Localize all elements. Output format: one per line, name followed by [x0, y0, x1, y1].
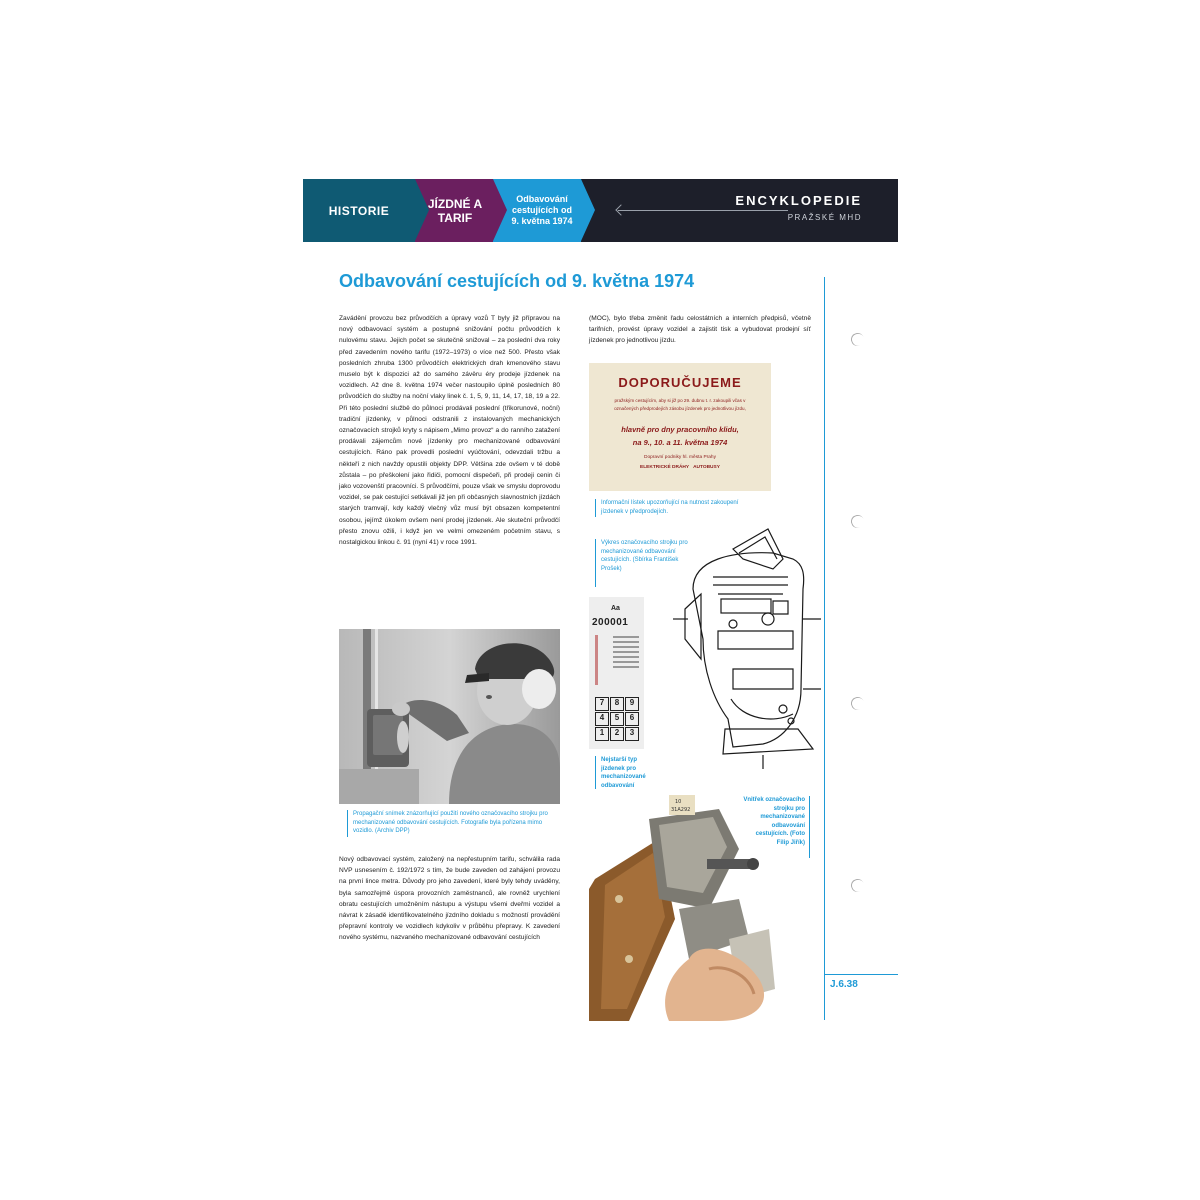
validator-technical-drawing	[673, 519, 823, 769]
caption-bar	[595, 539, 596, 587]
caption-photo: Propagační snímek znázorňující použití nového označovacího strojku pro mechanizované odbavování cestujících. Fotografie byla pořízena mimo vozidlo. (Archiv DPP)	[353, 811, 548, 835]
caption-drawing: Výkres označovacího strojku pro mechanizované odbavování cestujících. (Sbírka František Prošek)	[601, 540, 688, 572]
ticket-red-stamp	[595, 635, 598, 685]
article-body-col1-part1: Zavádění provozu bez průvodčích a úpravy vozů T byly již přípravou na nový odbavovací systém a postupné snižování počtu průvodčích k nulovému stavu. Jejich počet se skutečně snižoval – za poslední dva roky před zavedením nového tarifu (1972–1973) o více než 500. Přesto však posledních zhruba 1300 průvodčích elektrických drah kmenového stavu muselo být k dispozici až do samého závěru éry prodeje jízdenek na vozidlech. Až dne 8. května 1974 večer nastoupilo úplně posledních 80 průvodčích do služby na noční vlaky linek č. 1, 5, 9, 11, 14, 17, 18, 19 a 22. Při této poslední službě do půlnoci prodávali poslední (třikorunové, noční) tradiční jízdenky, v půlnoci odstranili z instalovaných mechanických označovacích strojků kryty s nápisem „Mimo provoz“ a do ranního zatažení prodávali zájemcům nové jízdenky pro mechanizované odbavování cestujících. Ráno pak provedli poslední vyúčtování, odevzdali tržbu a někteří z nich navždy opustili objekty DPP. Většina zde ovšem v té době zůstala – po přeškolení jako řidiči, pomocní dispečeři, při prodeji cenin či jako vozovenští pracovníci. S průvodčími, pouze však ve smyslu doprovodu vozidel, se pak cestující setkávali již jen při občasných slavnostních jízdách starých tramvají, kdy každý vlečný vůz musí být obsazen kompetentní osobou, jejímž úkolem ovšem není prodej jízdenek. Ale skuteční průvodčí přesto znovu ožili, i když jen ve velmi omezeném početním stavu, s nostalgickou linkou č. 91 (nyní 41) v roce 1991.	[339, 315, 560, 547]
breadcrumb-historie[interactable]: HISTORIE	[303, 179, 415, 242]
leaflet-line4: Dopravní podniky hl. města Prahy	[644, 455, 716, 460]
photo-boy-validator	[339, 629, 560, 804]
brand-subtitle: PRAŽSKÉ MHD	[787, 213, 862, 222]
caption-bar	[595, 499, 596, 517]
ticket-digit: 7	[595, 697, 609, 711]
ticket-digit: 9	[625, 697, 639, 711]
ticket-image	[589, 597, 644, 749]
ticket-digit: 4	[595, 712, 609, 726]
punch-hole-icon	[849, 331, 866, 348]
leaflet-line5: ELEKTRICKÉ DRÁHY AUTOBUSY	[640, 465, 720, 470]
article-body-col2-part1: (MOC), bylo třeba změnit řadu celostátních a interních předpisů, včetně tarifních, provést úpravy vozidel a zajistit tisk a vybudovat prodejní síť jízdenek pro jednotlivou jízdu.	[589, 315, 811, 345]
leaflet-line2: hlavně pro dny pracovního klidu,	[621, 425, 739, 434]
ticket-digit: 6	[625, 712, 639, 726]
leaflet-line1: pražským cestujícím, aby si již po 29. dubnu t. r. zakoupili včas v označených předprodejích zásobu jízdenek pro jednotlivou jízdu,	[614, 398, 746, 411]
leaflet-heading: DOPORUČUJEME	[618, 375, 742, 390]
ticket-number: 200001	[592, 617, 629, 628]
punch-hole-icon	[849, 695, 866, 712]
header-band	[303, 179, 898, 242]
ticket-digit: 1	[595, 727, 609, 741]
ticket-fine-print	[613, 633, 639, 691]
caption-machine: Vnitřek označovacího strojku pro mechanizované odbavování cestujících. (Foto Filip Jiřík)	[743, 797, 805, 846]
brand-title: ENCYKLOPEDIE	[735, 193, 862, 208]
caption-bar	[347, 810, 348, 837]
ticket-digit: 2	[610, 727, 624, 741]
page-number: J.6.38	[830, 979, 858, 990]
caption-bar	[809, 796, 810, 858]
article-body-col1-part2: Nový odbavovací systém, založený na nepřestupním tarifu, schválila rada NVP usnesením č. 192/1972 s tím, že bude zaveden od zahájení provozu na první lince metra. Důvody pro jeho zavedení, které byly tehdy uváděny, byla samozřejmě úspora provozních zaměstnanců, ale rovněž urychlení obratu cestujících umožněním nástupu a výstupu všemi dveřmi vozidel a návrat k zásadě identifikovatelného jízdního dokladu s možností provádění přepravní kontroly ve vozidlech kdykoliv v průběhu přepravy. K zavedení nového systému, nazvaného mechanizované odbavování cestujících	[339, 856, 560, 942]
leaflet-line3: na 9., 10. a 11. května 1974	[632, 438, 728, 447]
header-arrow-line	[618, 210, 788, 211]
ticket-punch-grid	[595, 697, 639, 741]
article-title: Odbavování cestujících od 9. května 1974	[339, 271, 695, 291]
ticket-digit: 5	[610, 712, 624, 726]
arrow-left-icon	[615, 204, 626, 215]
breadcrumb-jizdne-a-tarif[interactable]: JÍZDNÉ A TARIF	[401, 179, 493, 242]
ticket-series: Aa	[611, 605, 620, 612]
caption-leaflet: Informační lístek upozorňující na nutnost zakoupení jízdenek v předprodejích.	[601, 500, 739, 515]
leaflet-image	[589, 363, 771, 491]
page-number-rule	[824, 974, 898, 975]
margin-rule	[824, 277, 825, 1020]
punch-hole-icon	[849, 877, 866, 894]
ticket-digit: 3	[625, 727, 639, 741]
caption-ticket: Nejstarší typ jízdenek pro mechanizované odbavování	[601, 757, 646, 789]
encyclopedia-page	[303, 179, 898, 1021]
machine-label-line2: 31A292	[671, 807, 691, 813]
punch-hole-icon	[849, 513, 866, 530]
breadcrumb-current-topic[interactable]: Odbavování cestujících od 9. května 1974	[489, 179, 581, 242]
machine-label-line1: 10	[675, 799, 682, 805]
ticket-digit: 8	[610, 697, 624, 711]
